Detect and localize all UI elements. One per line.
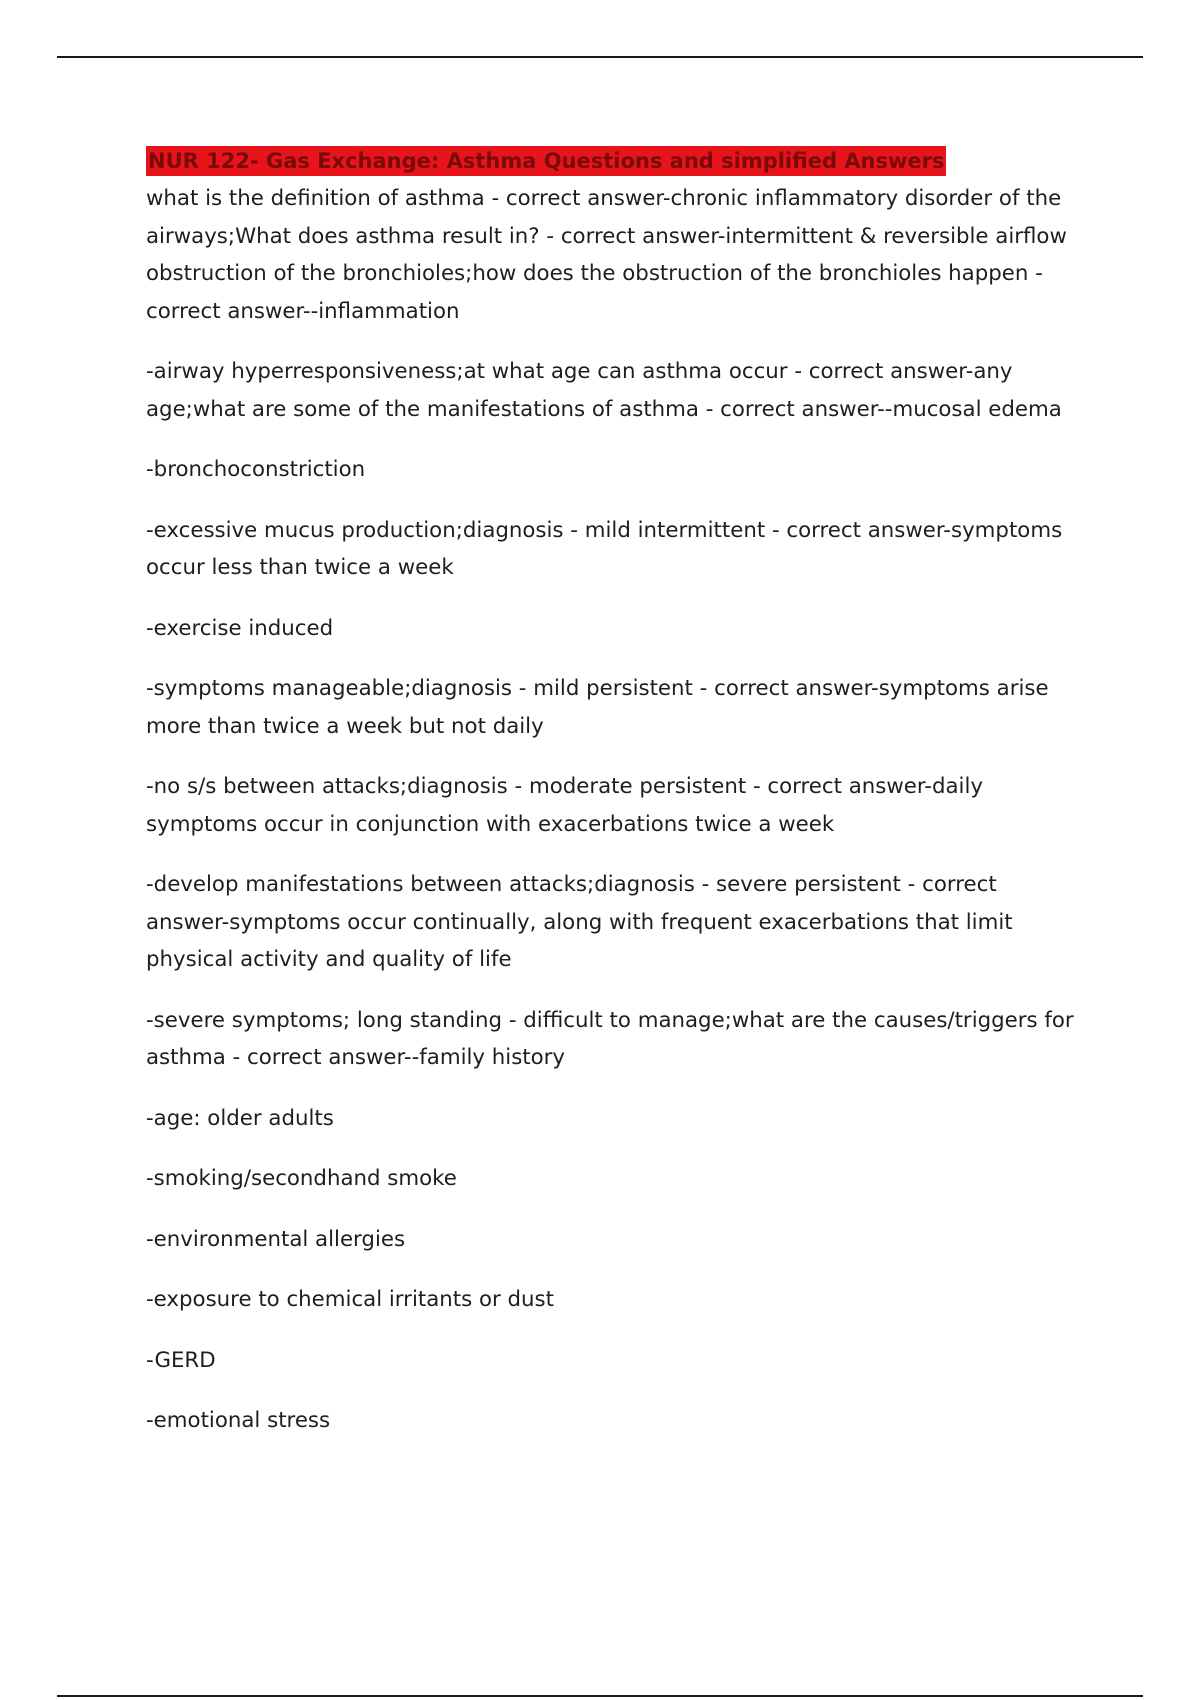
paragraph-11: -smoking/secondhand smoke [146,1166,457,1191]
document-body [146,146,1081,1463]
footer-rule [57,1695,1143,1697]
paragraph-14: -GERD [146,1347,216,1373]
paragraph-2: -airway hyperresponsiveness;at what age can asthma occur - correct answer-any age;what are some of the manifestations of asthma - correct answer--mucosal edema [146,359,1062,422]
paragraph-12: -environmental allergies [146,1226,406,1252]
document-title: NUR 122- Gas Exchange: Asthma Questions and simplified Answers [146,146,946,176]
paragraph-3: -bronchoconstriction [146,457,366,482]
paragraph-15: -emotional stress [146,1408,331,1433]
header-rule [57,56,1143,58]
paragraph-8: -develop manifestations between attacks;diagnosis - severe persistent - correct answer-symptoms occur continually, along with frequent exacerbations that limit physical activity and quality of life [146,872,1013,972]
paragraph-1: what is the definition of asthma - correct answer-chronic inflammatory disorder of the airways;What does asthma result in? - correct answer-intermittent & reversible airflow obstruction of the bronchioles;how does the obstruction of the bronchioles happen - correct answer--inflammation [146,186,1067,324]
paragraph-4: -excessive mucus production;diagnosis - mild intermittent - correct answer-symptoms occur less than twice a week [146,517,1063,580]
paragraph-9: -severe symptoms; long standing - difficult to manage;what are the causes/triggers for asthma - correct answer--family history [146,1007,1074,1070]
paragraph-7: -no s/s between attacks;diagnosis - moderate persistent - correct answer-daily symptoms occur in conjunction with exacerbations twice a week [146,774,983,837]
paragraph-10: -age: older adults [146,1105,334,1131]
paragraph-6: -symptoms manageable;diagnosis - mild persistent - correct answer-symptoms arise more than twice a week but not daily [146,676,1049,739]
paragraph-5: -exercise induced [146,615,334,641]
paragraph-13: -exposure to chemical irritants or dust [146,1287,554,1312]
